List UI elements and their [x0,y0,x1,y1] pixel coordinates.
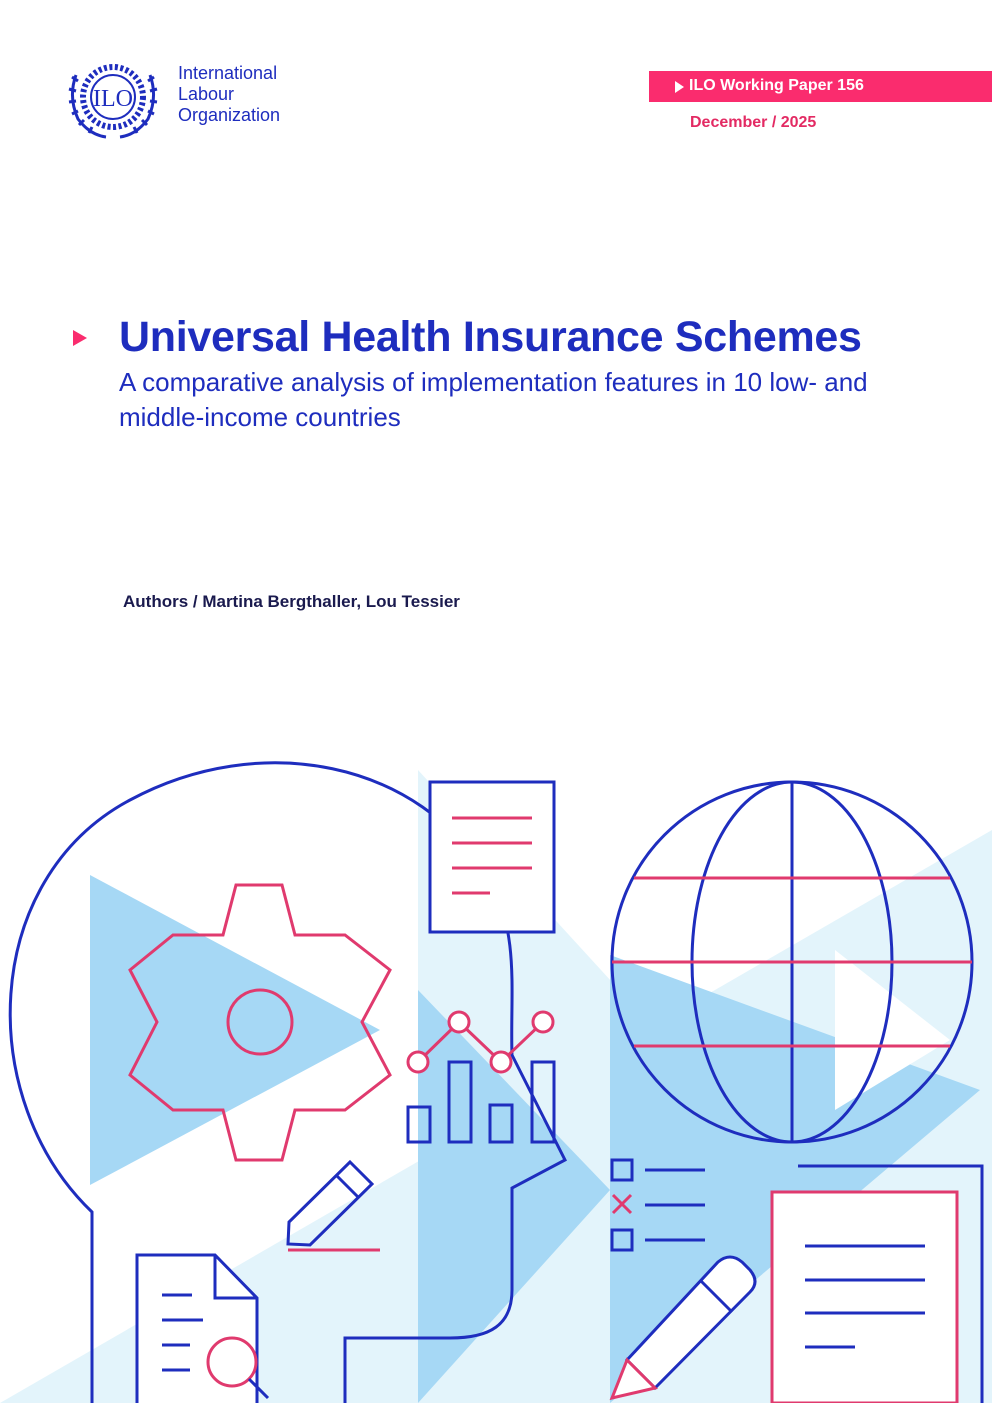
authors: Authors / Martina Bergthaller, Lou Tessier [123,592,460,611]
organization-name [178,63,280,126]
publication-date: December / 2025 [690,114,817,131]
ilo-logo [66,55,306,140]
document-icon [430,782,554,932]
series-label: ILO Working Paper 156 [689,77,864,94]
title-arrow-icon [73,330,87,346]
series-badge [649,71,992,102]
notepad-icon [772,1166,982,1403]
logo-letters: ILO [93,86,133,112]
organization-name-line: Organization [178,105,281,125]
ilo-emblem-icon [66,55,162,140]
cover-illustration [0,750,992,1403]
organization-name-line: Labour [178,84,235,104]
page-subtitle: A comparative analysis of implementation features in 10 low- and middle-income countries [119,367,868,432]
organization-name-line: International [178,63,278,83]
play-arrow-icon [675,81,684,93]
page-title: Universal Health Insurance Schemes [119,313,862,361]
